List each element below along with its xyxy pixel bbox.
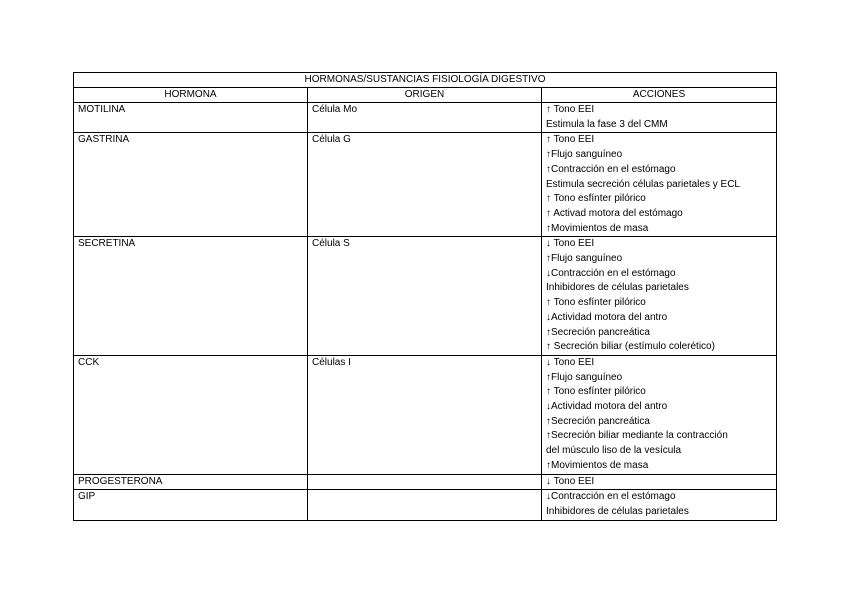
table-row xyxy=(74,474,777,490)
accion-line: ↑Secreción pancreática xyxy=(546,415,650,427)
accion-line: ↑ Tono esfínter pilórico xyxy=(546,193,646,205)
accion-line: ↓Contracción en el estómago xyxy=(546,267,676,279)
accion-line: ↑ Tono esfínter pilórico xyxy=(546,297,646,309)
accion-line: ↑Flujo sanguíneo xyxy=(546,149,623,161)
accion-line: ↑Flujo sanguíneo xyxy=(546,253,623,265)
acciones-cell xyxy=(542,237,777,356)
hormona-cell: CCK xyxy=(74,355,308,474)
accion-line: ↓Contracción en el estómago xyxy=(546,491,676,503)
origen-cell: Células I xyxy=(308,355,542,474)
accion-line: ↑ Tono EEI xyxy=(546,104,595,115)
table-row xyxy=(74,133,777,237)
accion-line: ↑Secreción pancreática xyxy=(546,326,650,338)
accion-line: Estimula la fase 3 del CMM xyxy=(546,118,668,130)
accion-line: ↑Movimientos de masa xyxy=(546,459,649,471)
accion-line: ↑ Tono EEI xyxy=(546,134,595,146)
accion-line: del músculo liso de la vesícula xyxy=(546,445,682,457)
accion-line: Estimula secreción células parietales y ECL xyxy=(546,178,740,190)
document-page xyxy=(73,72,776,521)
origen-cell xyxy=(308,474,542,490)
column-header-origen: ORIGEN xyxy=(308,88,542,103)
hormona-cell: PROGESTERONA xyxy=(74,474,308,490)
accion-line: ↓Actividad motora del antro xyxy=(546,401,668,413)
accion-line: ↓ Tono EEI xyxy=(546,475,595,487)
table-row xyxy=(74,103,777,133)
accion-line: ↑ Activad motora del estómago xyxy=(546,207,683,219)
accion-line: ↓Actividad motora del antro xyxy=(546,311,668,323)
accion-line: ↑Contracción en el estómago xyxy=(546,163,676,175)
origen-cell: Célula Mo xyxy=(308,103,542,133)
accion-line: ↑ Secreción biliar (estímulo colerético) xyxy=(546,341,715,353)
accion-line: Inhibidores de células parietales xyxy=(546,505,689,517)
accion-line: ↓ Tono EEI xyxy=(546,356,595,368)
origen-cell: Célula G xyxy=(308,133,542,237)
acciones-cell xyxy=(542,474,777,490)
table-row xyxy=(74,490,777,520)
acciones-cell xyxy=(542,355,777,474)
table-row xyxy=(74,355,777,474)
hormona-cell: MOTILINA xyxy=(74,103,308,133)
table-row xyxy=(74,237,777,356)
accion-line: ↑ Tono esfínter pilórico xyxy=(546,386,646,398)
column-header-hormona: HORMONA xyxy=(74,88,308,103)
origen-cell: Célula S xyxy=(308,237,542,356)
accion-line: ↑Secreción biliar mediante la contracción xyxy=(546,430,728,442)
accion-line: ↑Flujo sanguíneo xyxy=(546,371,623,383)
column-header-acciones: ACCIONES xyxy=(542,88,777,103)
origen-cell xyxy=(308,490,542,520)
hormone-table xyxy=(73,72,777,521)
hormona-cell: GASTRINA xyxy=(74,133,308,237)
acciones-cell xyxy=(542,490,777,520)
accion-line: ↑Movimientos de masa xyxy=(546,222,649,234)
table-title: HORMONAS/SUSTANCIAS FISIOLOGÍA DIGESTIVO xyxy=(74,73,777,88)
hormona-cell: SECRETINA xyxy=(74,237,308,356)
hormona-cell: GIP xyxy=(74,490,308,520)
acciones-cell xyxy=(542,133,777,237)
accion-line: Inhibidores de células parietales xyxy=(546,282,689,294)
acciones-cell xyxy=(542,103,777,133)
accion-line: ↓ Tono EEI xyxy=(546,238,595,250)
